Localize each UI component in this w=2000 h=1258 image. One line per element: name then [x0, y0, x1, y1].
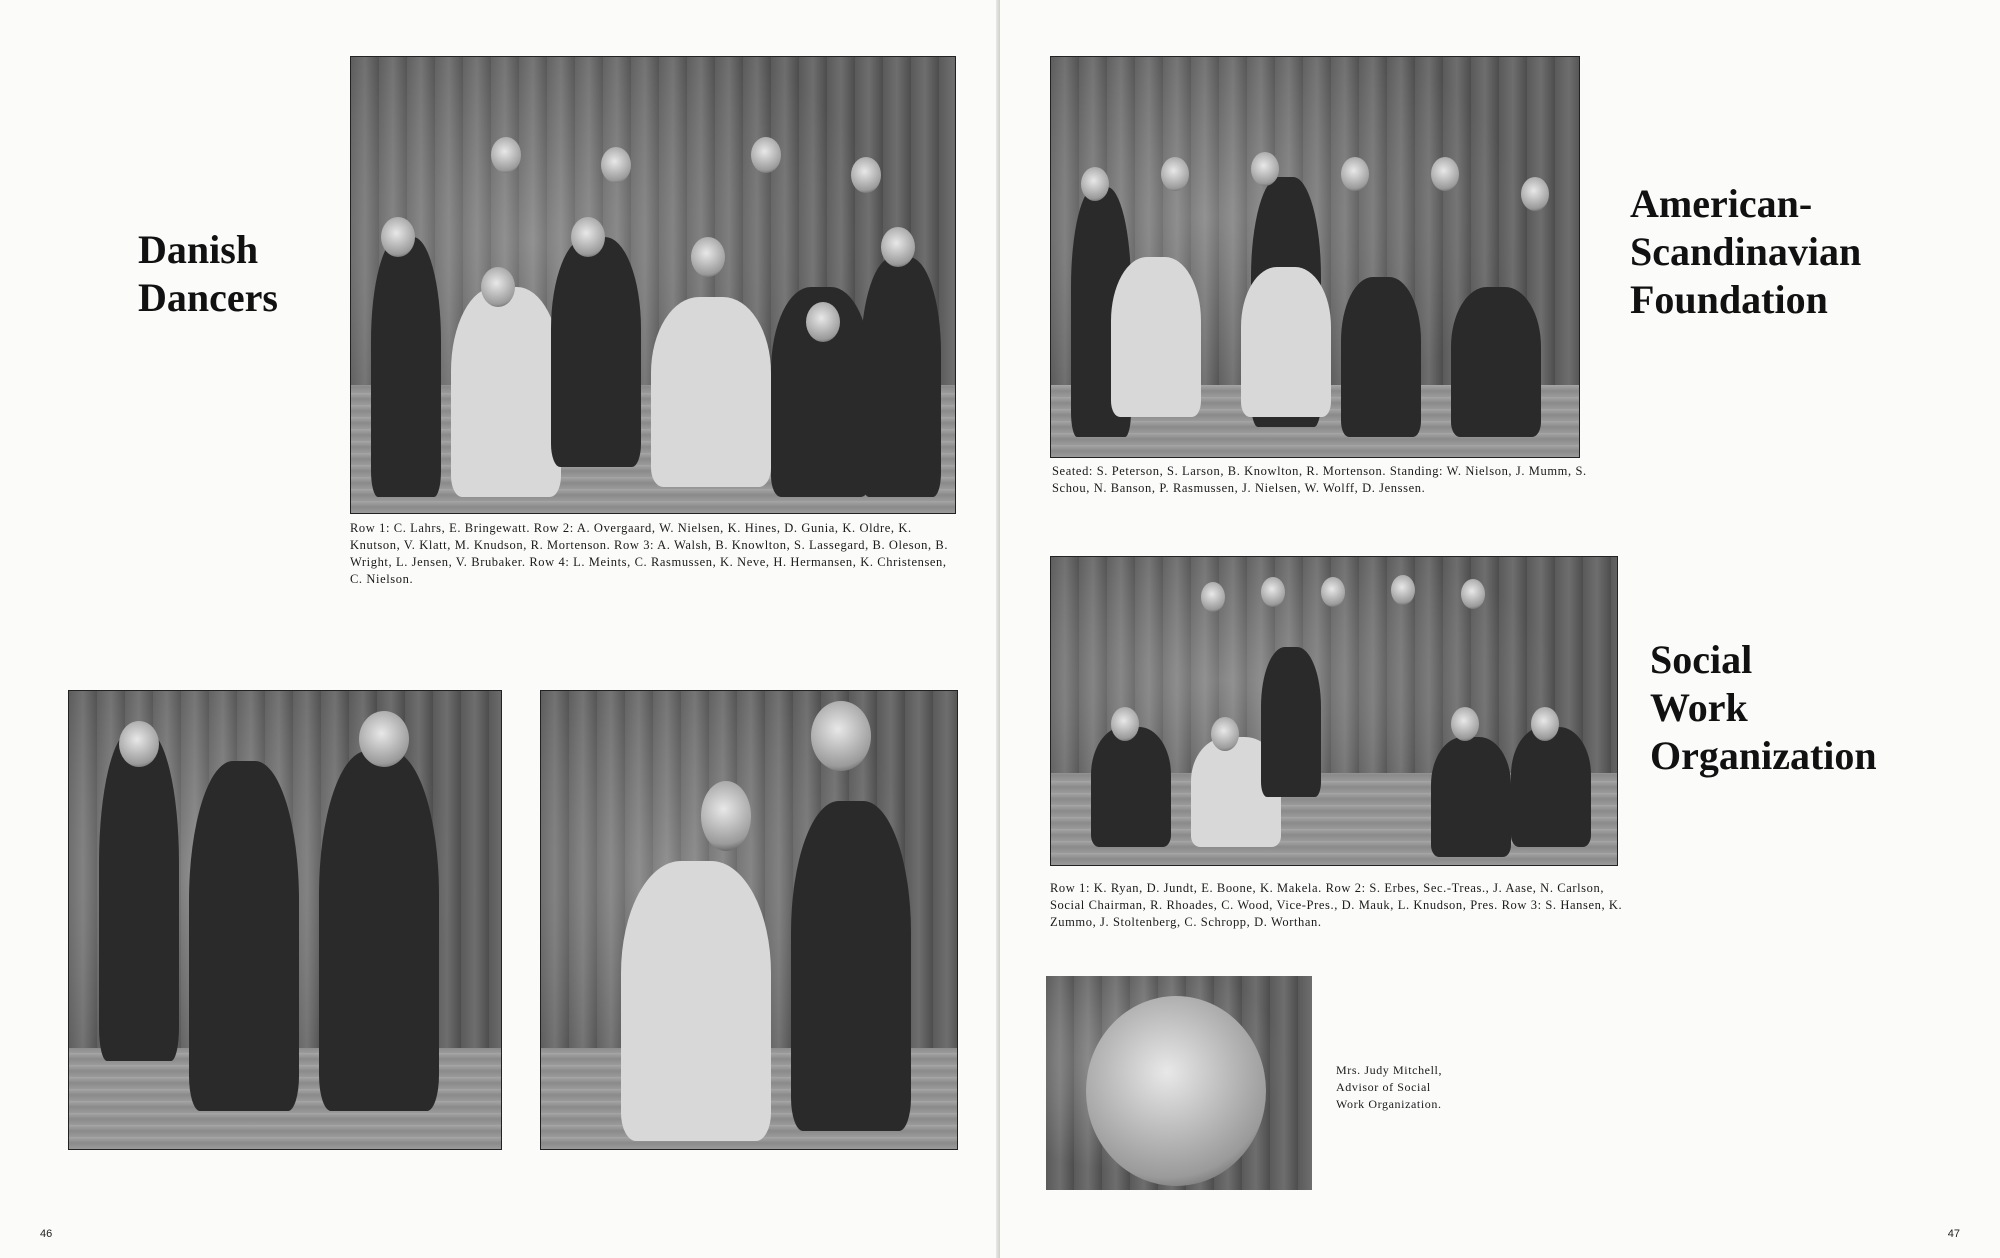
photo-head — [1461, 579, 1485, 609]
photo-head — [751, 137, 781, 173]
photo-head — [601, 147, 631, 183]
dancing-photo-left — [68, 690, 502, 1150]
dancing-photo-right — [540, 690, 958, 1150]
advisor-caption-line2: Advisor of Social — [1336, 1080, 1431, 1094]
photo-head — [491, 137, 521, 173]
social-work-heading — [1650, 636, 1877, 780]
photo-head — [359, 711, 409, 767]
photo-figure — [1261, 647, 1321, 797]
photo-head — [881, 227, 915, 267]
photo-head — [381, 217, 415, 257]
photo-figure — [1111, 257, 1201, 417]
photo-head — [1341, 157, 1369, 191]
photo-head — [1321, 577, 1345, 607]
advisor-caption — [1336, 1062, 1536, 1113]
photo-figure — [1431, 737, 1511, 857]
photo-head — [701, 781, 751, 851]
advisor-caption-line1: Mrs. Judy Mitchell, — [1336, 1063, 1443, 1077]
photo-head — [1211, 717, 1239, 751]
social-work-heading-line3: Organization — [1650, 733, 1877, 778]
photo-figure — [1241, 267, 1331, 417]
photo-figure — [451, 287, 561, 497]
photo-figure — [1511, 727, 1591, 847]
photo-figure — [651, 297, 771, 487]
american-scandinavian-heading-line1: American- — [1630, 181, 1813, 226]
right-page — [1000, 0, 2000, 1258]
photo-head — [851, 157, 881, 193]
photo-figure — [319, 751, 439, 1111]
photo-head — [1201, 582, 1225, 612]
photo-head — [1081, 167, 1109, 201]
social-work-heading-line1: Social — [1650, 637, 1753, 682]
photo-figure — [791, 801, 911, 1131]
american-scandinavian-heading — [1630, 180, 1861, 324]
danish-dancers-heading-line1: Danish — [138, 227, 259, 272]
photo-head — [1531, 707, 1559, 741]
photo-figure — [1091, 727, 1171, 847]
photo-head — [1391, 575, 1415, 605]
american-scandinavian-group-photo — [1050, 56, 1580, 458]
photo-head — [1086, 996, 1266, 1186]
american-scandinavian-caption: Seated: S. Peterson, S. Larson, B. Knowlton, R. Mortenson. Standing: W. Nielson, J. Mumm, S. Schou, N. Banson, P. Rasmussen, J. Nielsen, W. Wolff, D. Jenssen. — [1052, 464, 1587, 495]
photo-head — [1111, 707, 1139, 741]
social-work-heading-line2: Work — [1650, 685, 1748, 730]
photo-figure — [861, 257, 941, 497]
photo-figure — [1341, 277, 1421, 437]
american-scandinavian-heading-line3: Foundation — [1630, 277, 1828, 322]
photo-head — [811, 701, 871, 771]
photo-figure — [1451, 287, 1541, 437]
advisor-caption-line3: Work Organization. — [1336, 1097, 1442, 1111]
advisor-portrait-photo — [1046, 976, 1312, 1190]
photo-figure — [189, 761, 299, 1111]
photo-head — [119, 721, 159, 767]
photo-figure — [551, 237, 641, 467]
photo-head — [806, 302, 840, 342]
american-scandinavian-heading-line2: Scandinavian — [1630, 229, 1862, 274]
photo-figure — [371, 237, 441, 497]
danish-dancers-group-photo — [350, 56, 956, 514]
photo-head — [1261, 577, 1285, 607]
photo-head — [1451, 707, 1479, 741]
page-number-left: 46 — [40, 1228, 53, 1240]
photo-figure — [621, 861, 771, 1141]
photo-head — [1431, 157, 1459, 191]
photo-head — [481, 267, 515, 307]
danish-dancers-caption: Row 1: C. Lahrs, E. Bringewatt. Row 2: A. Overgaard, W. Nielsen, K. Hines, D. Gunia, K. Oldre, K. Knutson, V. Klatt, M. Knudson, R. Mortenson. Row 3: A. Walsh, B. Knowlton, S. Lassegard, B. Oleson, B. Wright, L. Jensen, V. Brubaker. Row 4: L. Meints, C. Rasmussen, K. Neve, H. Hermansen, K. Christensen, C. Nielson. — [350, 521, 949, 586]
social-work-group-photo — [1050, 556, 1618, 866]
danish-dancers-heading-line2: Dancers — [138, 275, 278, 320]
photo-head — [691, 237, 725, 277]
danish-dancers-heading — [138, 226, 278, 322]
page-number-right: 47 — [1947, 1228, 1960, 1240]
photo-head — [1251, 152, 1279, 186]
photo-head — [1161, 157, 1189, 191]
social-work-caption: Row 1: K. Ryan, D. Jundt, E. Boone, K. Makela. Row 2: S. Erbes, Sec.-Treas., J. Aase, N. Carlson, Social Chairman, R. Rhoades, C. Wood, Vice-Pres., D. Mauk, L. Knudson, Pres. Row 3: S. Hansen, K. Zummo, J. Stoltenberg, C. Schropp, D. Worthan. — [1050, 881, 1623, 929]
photo-head — [1521, 177, 1549, 211]
photo-head — [571, 217, 605, 257]
photo-figure — [99, 731, 179, 1061]
